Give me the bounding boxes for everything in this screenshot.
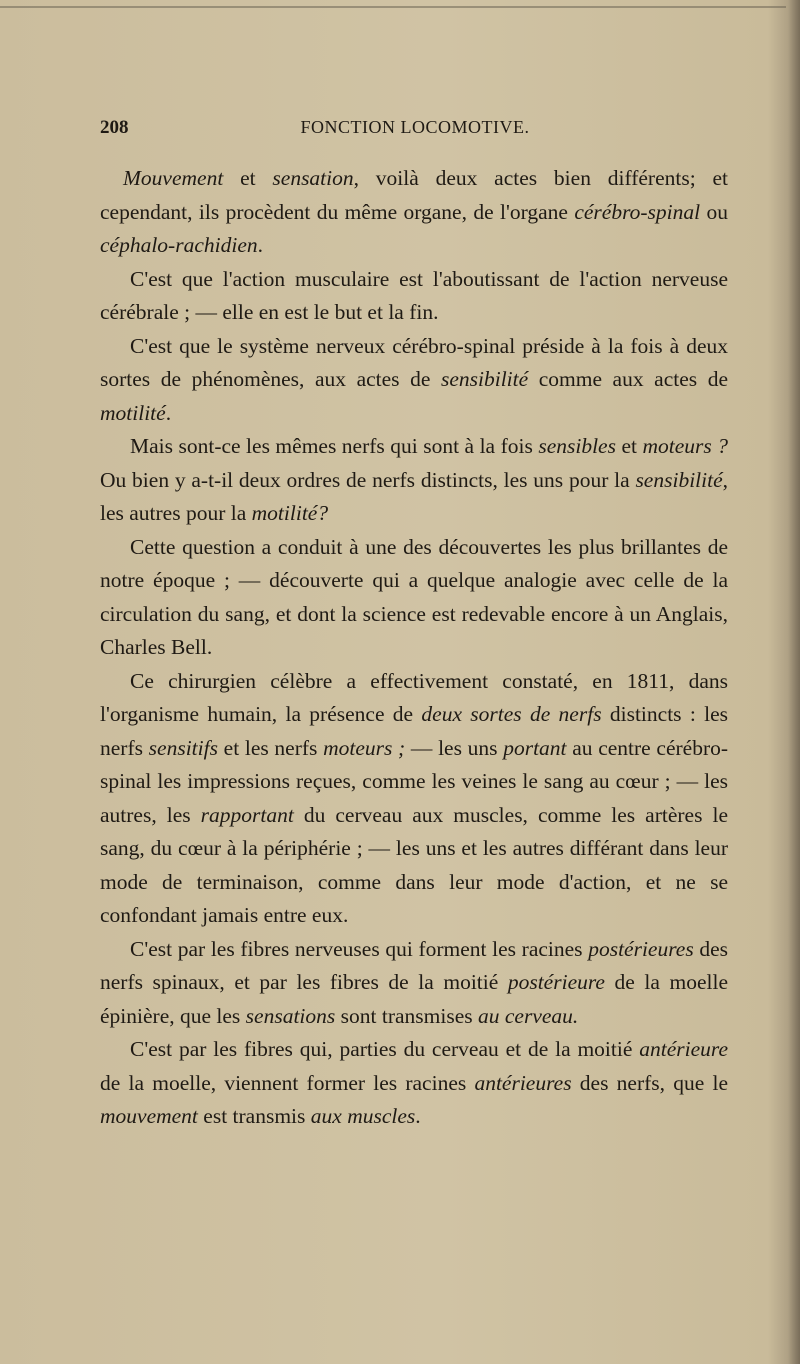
text-run: C'est que l'action musculaire est l'aboutissant de l'action nerveuse cérébrale ; — elle en est le but et la fin. (100, 266, 728, 324)
text-run: C'est que le système nerveux cérébro-spinal préside à la fois à deux sortes de phénomènes, aux actes de (100, 333, 728, 391)
italic-run: sensation (272, 166, 354, 190)
italic-run: mouvement (100, 1104, 198, 1128)
italic-run: postérieure (507, 970, 605, 994)
italic-run: moteurs ? (642, 434, 728, 458)
italic-run: céphalo-rachidien (100, 233, 258, 257)
text-run: Ou bien y a-t-il deux ordres de nerfs distincts, les uns pour la (100, 467, 636, 492)
paragraph (100, 263, 728, 330)
text-run: de la moelle, viennent former les racines (100, 1070, 475, 1095)
page-edge-shadow (788, 0, 800, 1364)
paragraph (100, 430, 728, 531)
text-run: des nerfs spinaux, et par les fibres de la moitié (100, 936, 729, 994)
text-run: C'est par les fibres nerveuses qui forment les racines (130, 936, 589, 961)
italic-run: portant (503, 735, 567, 760)
italic-run: sensibilité (635, 467, 723, 492)
text-run: ou (700, 199, 728, 224)
running-title: FONCTION LOCOMOTIVE. (300, 117, 530, 137)
body-text (100, 162, 728, 1134)
italic-run: deux sortes de nerfs (421, 702, 602, 726)
italic-run: postérieures (588, 936, 694, 961)
text-run: , voilà deux actes bien différents; et cependant, ils procèdent du même organe, de l'organe (100, 166, 728, 224)
paragraph (100, 531, 728, 665)
italic-run: motilité (100, 400, 166, 425)
text-run: du cerveau aux muscles, comme les artères le sang, du cœur à la périphérie ; — les uns et les autres différant dans leur mode de terminaison, comme dans leur mode d'action, et ne se confondant jamais entre eux. (100, 802, 728, 927)
italic-run: antérieures (474, 1070, 572, 1095)
italic-run: sensations (245, 1003, 336, 1028)
text-run: C'est par les fibres qui, parties du cerveau et de la moitié (130, 1037, 640, 1061)
paragraph (100, 933, 728, 1034)
italic-run: aux muscles (310, 1104, 416, 1128)
text-run: — les uns (405, 735, 504, 760)
text-run: sont transmises (335, 1003, 478, 1028)
italic-run: sensitifs (148, 735, 218, 760)
text-run: au centre cérébro-spinal les impressions reçues, comme les veines le sang au cœur ; — les autres, les (100, 735, 729, 827)
italic-run: antérieure (639, 1037, 728, 1061)
text-run: Mais sont-ce les mêmes nerfs qui sont à la fois (130, 434, 539, 458)
paragraph (100, 1033, 728, 1134)
text-run: et (615, 434, 643, 458)
paragraph (100, 665, 728, 933)
italic-run: Mouvement (123, 166, 224, 190)
text-run: de la moelle épinière, que les (100, 970, 728, 1028)
italic-run: sensibilité (440, 367, 529, 391)
italic-run: sensibles (538, 434, 616, 458)
text-run: comme aux actes de (528, 367, 728, 391)
italic-run: moteurs ; (323, 735, 406, 760)
text-run: et les nerfs (217, 735, 324, 760)
top-rule (0, 6, 786, 8)
text-run: . (257, 233, 263, 257)
page-header (100, 117, 730, 141)
text-run: Ce chirurgien célèbre a effectivement constaté, en 1811, dans l'organisme humain, la présence de (100, 668, 728, 726)
text-run: Cette question a conduit à une des découvertes les plus brillantes de notre époque ; — découverte qui a quelque analogie avec celle de la circulation du sang, et dont la science est redevable encore à un Anglais, Charles Bell. (100, 534, 728, 659)
text-run: distincts : les nerfs (100, 702, 728, 760)
text-run: est transmis (197, 1104, 311, 1128)
italic-run: cérébro-spinal (574, 199, 701, 224)
text-run: , les autres pour la (100, 467, 728, 525)
text-run: . (415, 1104, 421, 1128)
italic-run: rapportant (200, 802, 294, 827)
paragraph (100, 330, 728, 431)
text-run: et (223, 166, 273, 190)
text-run: des nerfs, que le (571, 1070, 729, 1095)
italic-run: au cerveau. (478, 1003, 579, 1028)
paragraph (100, 162, 728, 263)
italic-run: motilité? (251, 501, 329, 525)
page-number: 208 (100, 117, 129, 138)
text-run: . (165, 400, 172, 425)
